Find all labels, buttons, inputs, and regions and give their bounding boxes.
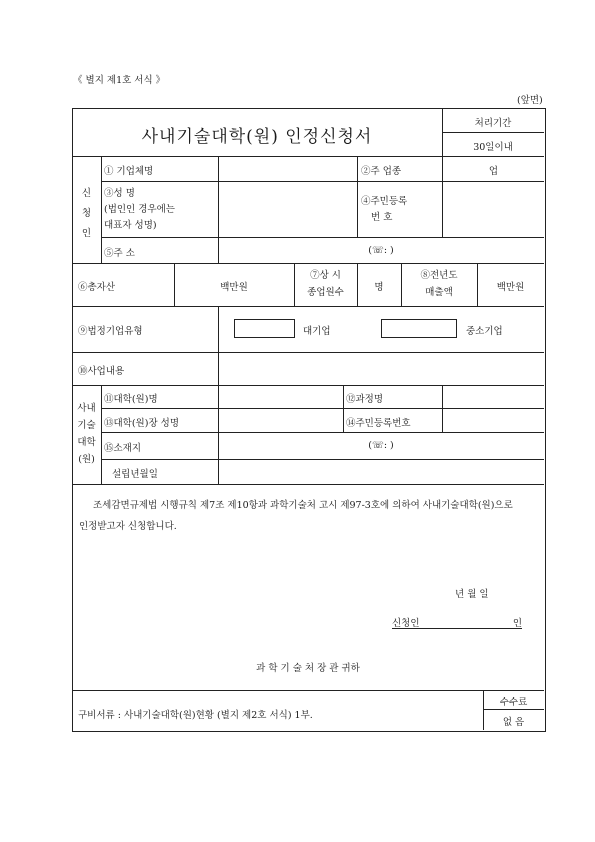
representative-name-field[interactable] xyxy=(219,182,356,236)
form-number-label: 《 별지 제1호 서식 》 xyxy=(73,75,166,86)
processing-period-value: 30일이내 xyxy=(473,142,513,153)
college-head-name-label: ⑬대학(원)장 성명 xyxy=(104,418,179,429)
course-name-label: ⑫과정명 xyxy=(346,394,384,405)
processing-period-label: 처리기간 xyxy=(474,118,512,129)
large-company-checkbox[interactable] xyxy=(234,319,295,338)
college-name-label: ⑪대학(원)명 xyxy=(104,394,158,405)
seal-mark: 인 xyxy=(512,618,522,629)
industry-unit: 업 xyxy=(488,166,499,177)
address-label: ⑤주 소 xyxy=(104,248,135,259)
employees-unit: 명 xyxy=(374,282,384,293)
head-resident-number-field[interactable] xyxy=(443,409,543,431)
course-name-field[interactable] xyxy=(443,386,543,407)
college-phone[interactable]: (☏: ) xyxy=(368,440,394,451)
large-company-label: 대기업 xyxy=(303,326,331,337)
company-name-label: ① 기업체명 xyxy=(104,166,154,177)
college-head-name-field[interactable] xyxy=(219,409,342,431)
total-assets-unit: 백만원 xyxy=(220,282,248,293)
prev-sales-label: ⑧전년도 매출액 xyxy=(420,270,458,298)
addressee: 과 학 기 술 처 장 관 귀하 xyxy=(256,663,360,674)
applicant-signature-line[interactable] xyxy=(392,615,522,629)
company-name-field[interactable] xyxy=(219,157,356,180)
resident-number-label: ④주민등록 번 호 xyxy=(361,196,408,223)
founded-date-label: 설립년월일 xyxy=(112,469,158,480)
legal-type-label: ⑨법정기업유형 xyxy=(78,326,143,337)
industry-label: ②주 업종 xyxy=(361,166,402,177)
date-line[interactable]: 년 월 일 xyxy=(455,589,489,600)
sme-label: 중소기업 xyxy=(466,326,503,337)
total-assets-label: ⑥총자산 xyxy=(78,282,116,293)
head-resident-number-label: ⑭주민등록번호 xyxy=(346,418,411,429)
resident-number-field[interactable] xyxy=(443,182,543,236)
applicant-phone[interactable]: (☏: ) xyxy=(368,245,394,256)
sme-checkbox[interactable] xyxy=(381,319,457,338)
college-group-label: 사내 기술 대학 (원) xyxy=(77,403,96,465)
page-side-label: (앞면) xyxy=(517,95,543,106)
form-title: 사내기술대학(원) 인정신청서 xyxy=(141,127,373,147)
college-location-label: ⑮소재지 xyxy=(104,443,142,454)
fee-value: 없 음 xyxy=(502,717,525,728)
employees-label: ⑦상 시 종업원수 xyxy=(307,270,344,298)
founded-date-field[interactable] xyxy=(219,460,543,483)
application-statement: 조세감면규제법 시행규칙 제7조 제10항과 과학기술처 고시 제97-3호에 의하여 사내기술대학(원)으로 인정받고자 신청합니다. xyxy=(79,500,513,532)
business-content-field[interactable] xyxy=(219,353,543,384)
applicant-group-label: 신 청 인 xyxy=(81,188,92,239)
fee-label: 수수료 xyxy=(499,697,528,708)
representative-name-label: ③성 명 (법인인 경우에는 대표자 성명) xyxy=(104,188,175,231)
prev-sales-unit: 백만원 xyxy=(496,282,525,293)
required-documents: 구비서류 : 사내기술대학(원)현황 (별지 제2호 서식) 1부. xyxy=(78,710,313,721)
applicant-signature-label: 신청인 xyxy=(392,618,420,629)
business-content-label: ⑩사업내용 xyxy=(78,366,125,377)
college-name-field[interactable] xyxy=(219,386,342,407)
